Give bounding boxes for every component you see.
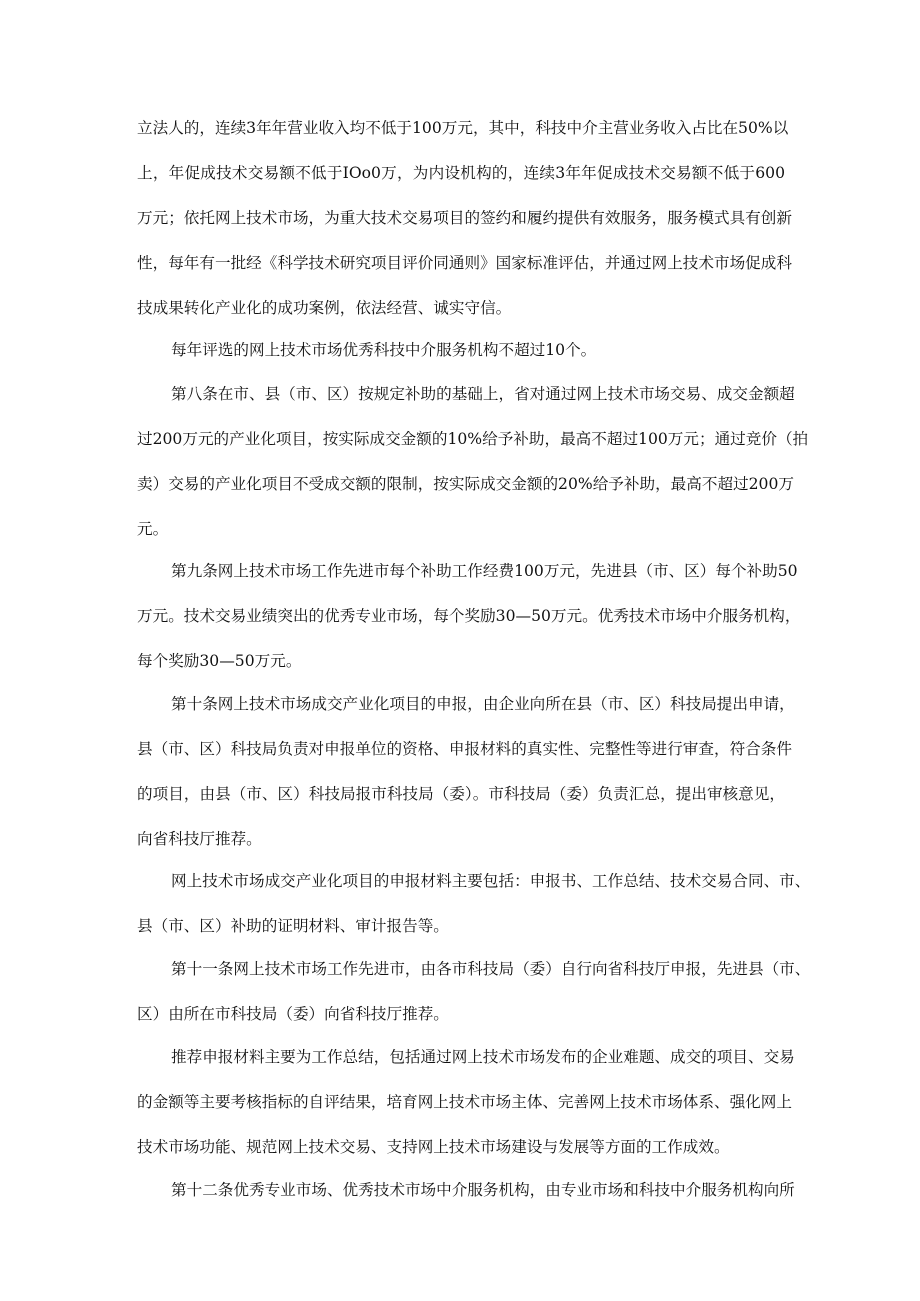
text-line: 上，年促成技术交易额不低于IOo0万，为内设机构的，连续3年年促成技术交易额不低于600 xyxy=(137,164,785,182)
text-line: 万元。技术交易业绩突出的优秀专业市场，每个奖励30—50万元。优秀技术市场中介服务机构， xyxy=(137,607,801,625)
text-line: 万元；依托网上技术市场，为重大技术交易项目的签约和履约提供有效服务，服务模式具有创新 xyxy=(137,209,792,227)
text-line: 第十一条网上技术市场工作先进市，由各市科技局（委）自行向省科技厅申报，先进县（市、 xyxy=(171,960,811,978)
text-line: 性，每年有一批经《科学技术研究项目评价同通则》国家标准评估，并通过网上技术市场促成科 xyxy=(137,254,792,272)
text-line: 向省科技厅推荐。 xyxy=(137,830,262,848)
text-line: 第八条在市、县（市、区）按规定补助的基础上，省对通过网上技术市场交易、成交金额超 xyxy=(171,385,795,403)
text-line: 过200万元的产业化项目，按实际成交金额的10%给予补助，最高不超过100万元；通过竞价（拍 xyxy=(137,430,809,448)
text-line: 县（市、区）科技局负责对申报单位的资格、申报材料的真实性、完整性等进行审查，符合条件 xyxy=(137,740,792,758)
text-line: 技术市场功能、规范网上技术交易、支持网上技术市场建设与发展等方面的工作成效。 xyxy=(137,1138,730,1156)
text-line: 立法人的，连续3年年营业收入均不低于100万元，其中，科技中介主营业务收入占比在50%以 xyxy=(137,119,789,137)
text-line: 区）由所在市科技局（委）向省科技厅推荐。 xyxy=(137,1005,449,1023)
text-line: 卖）交易的产业化项目不受成交额的限制，按实际成交金额的20%给予补助，最高不超过200万 xyxy=(137,475,794,493)
text-line: 每个奖励30—50万元。 xyxy=(137,652,302,670)
text-line: 第九条网上技术市场工作先进市每个补助工作经费100万元，先进县（市、区）每个补助50 xyxy=(171,562,798,580)
text-line: 第十条网上技术市场成交产业化项目的申报，由企业向所在县（市、区）科技局提出申请， xyxy=(171,695,795,713)
text-line: 县（市、区）补助的证明材料、审计报告等。 xyxy=(137,917,449,935)
text-line: 推荐申报材料主要为工作总结，包括通过网上技术市场发布的企业难题、成交的项目、交易 xyxy=(171,1048,795,1066)
text-line: 的项目，由县（市、区）科技局报市科技局（委）。市科技局（委）负责汇总，提出审核意见， xyxy=(137,785,785,803)
text-line: 技成果转化产业化的成功案例，依法经营、诚实守信。 xyxy=(137,299,512,317)
text-line: 第十二条优秀专业市场、优秀技术市场中介服务机构，由专业市场和科技中介服务机构向所 xyxy=(171,1181,795,1199)
text-line: 每年评选的网上技术市场优秀科技中介服务机构不超过10个。 xyxy=(171,341,597,359)
text-line: 元。 xyxy=(137,520,169,538)
text-line: 的金额等主要考核指标的自评结果，培育网上技术市场主体、完善网上技术市场体系、强化网上 xyxy=(137,1093,792,1111)
text-line: 网上技术市场成交产业化项目的申报材料主要包括：申报书、工作总结、技术交易合同、市、 xyxy=(171,872,811,890)
